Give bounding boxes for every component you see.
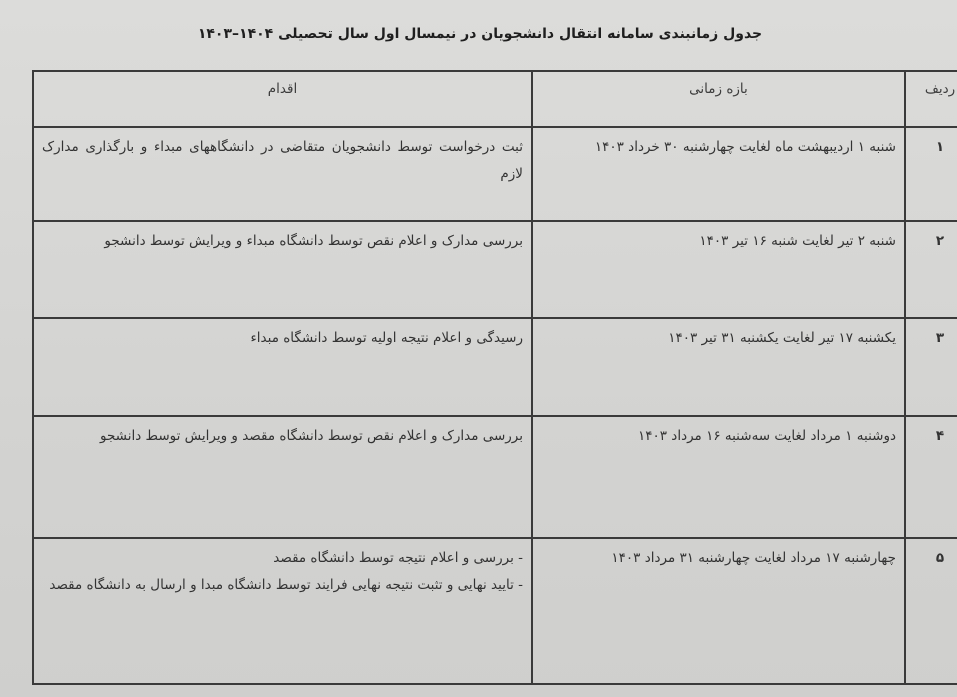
row-number: ۴: [905, 416, 957, 538]
action-line: - تایید نهایی و تثبت نتیجه نهایی فرایند توسط دانشگاه مبدا و ارسال به دانشگاه مقصد: [49, 577, 523, 593]
schedule-table: [32, 70, 957, 685]
row-period: یکشنبه ۱۷ تیر لغایت یکشنبه ۳۱ تیر ۱۴۰۳: [532, 318, 905, 416]
header-period: بازه زمانی: [532, 71, 905, 127]
row-action: [33, 538, 532, 684]
row-number: ۱: [905, 127, 957, 221]
table-row: [33, 221, 957, 318]
header-action: اقدام: [33, 71, 532, 127]
row-period: شنبه ۲ تیر لغایت شنبه ۱۶ تیر ۱۴۰۳: [532, 221, 905, 318]
table-row: [33, 127, 957, 221]
action-line: - بررسی و اعلام نتیجه توسط دانشگاه مقصد: [273, 550, 523, 566]
table-row: [33, 416, 957, 538]
table-row: [33, 538, 957, 684]
row-number: ۳: [905, 318, 957, 416]
row-action: بررسی مدارک و اعلام نقص توسط دانشگاه مبداء و ویرایش توسط دانشجو: [33, 221, 532, 318]
header-row-number: ردیف: [905, 71, 957, 127]
document-title: جدول زمانبندی سامانه انتقال دانشجویان در نیمسال اول سال تحصیلی ۱۴۰۴–۱۴۰۳: [197, 26, 763, 42]
row-period: چهارشنبه ۱۷ مرداد لغایت چهارشنبه ۳۱ مرداد ۱۴۰۳: [532, 538, 905, 684]
row-action: بررسی مدارک و اعلام نقص توسط دانشگاه مقصد و ویرایش توسط دانشجو: [33, 416, 532, 538]
row-number: ۲: [905, 221, 957, 318]
row-period: دوشنبه ۱ مرداد لغایت سه‌شنبه ۱۶ مرداد ۱۴۰۳: [532, 416, 905, 538]
table-row: [33, 318, 957, 416]
table-header-row: [33, 71, 957, 127]
row-action: رسیدگی و اعلام نتیجه اولیه توسط دانشگاه مبداء: [33, 318, 532, 416]
row-number: ۵: [905, 538, 957, 684]
row-period: شنبه ۱ اردیبهشت ماه لغایت چهارشنبه ۳۰ خرداد ۱۴۰۳: [532, 127, 905, 221]
row-action: ثبت درخواست توسط دانشجویان متقاضی در دانشگاههای مبداء و بارگذاری مدارک لازم: [33, 127, 532, 221]
